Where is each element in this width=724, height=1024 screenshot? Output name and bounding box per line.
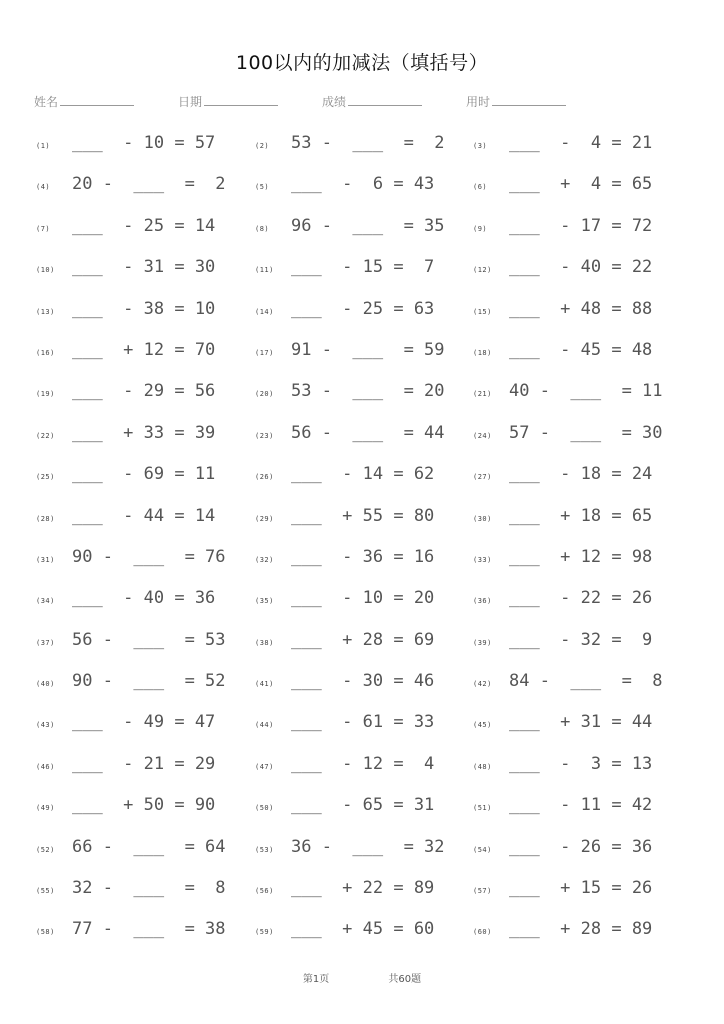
problem-item[interactable] <box>255 746 473 787</box>
score-field[interactable] <box>322 93 422 110</box>
problem-number: (44) <box>255 721 274 730</box>
time-field[interactable] <box>466 93 566 110</box>
problem-equation: ___ - 6 = 43 <box>291 174 435 195</box>
problem-item[interactable] <box>255 415 473 456</box>
problem-item[interactable] <box>255 663 473 704</box>
problem-number: (59) <box>255 928 274 937</box>
problem-number: (22) <box>36 431 55 440</box>
problem-number: (51) <box>473 804 492 813</box>
problem-number: (4) <box>36 183 51 192</box>
problem-equation: ___ + 28 = 89 <box>509 919 653 940</box>
problem-equation: ___ + 28 = 69 <box>291 629 435 650</box>
problem-row <box>36 580 676 621</box>
problem-number: (54) <box>473 845 492 854</box>
problem-number: (2) <box>255 142 270 150</box>
problem-row <box>36 166 676 207</box>
problem-number: (10) <box>36 266 55 275</box>
problem-item[interactable] <box>255 704 473 745</box>
problem-equation: ___ + 15 = 26 <box>509 878 653 899</box>
problem-item[interactable] <box>473 870 691 911</box>
problem-number: (8) <box>255 224 270 233</box>
problem-number: (11) <box>255 266 274 275</box>
problem-number: (43) <box>36 721 55 730</box>
problem-count: 共60题 <box>388 974 422 985</box>
problem-number: (53) <box>255 845 274 854</box>
problem-item[interactable] <box>255 498 473 539</box>
problem-number: (9) <box>473 224 488 233</box>
problem-equation: ___ - 49 = 47 <box>72 712 216 733</box>
problem-number: (26) <box>255 473 274 482</box>
problem-number: (50) <box>255 804 274 813</box>
problem-equation: ___ + 12 = 70 <box>72 339 216 360</box>
time-label: 用时 <box>466 95 491 109</box>
problem-number: (45) <box>473 721 492 730</box>
problem-row <box>36 539 676 580</box>
problem-equation: ___ - 38 = 10 <box>72 298 216 319</box>
problem-row <box>36 911 676 952</box>
problem-item[interactable] <box>36 704 254 745</box>
problem-item[interactable] <box>255 580 473 621</box>
problem-number: (38) <box>255 638 274 647</box>
problem-number: (18) <box>473 348 492 357</box>
problem-number: (42) <box>473 680 492 689</box>
problem-row <box>36 208 676 249</box>
problem-grid <box>36 125 676 953</box>
problem-item[interactable] <box>473 415 691 456</box>
problem-item[interactable] <box>255 829 473 870</box>
date-field[interactable] <box>178 93 278 110</box>
problem-number: (27) <box>473 473 492 482</box>
problem-number: (14) <box>255 307 274 316</box>
problem-number: (20) <box>255 390 274 399</box>
problem-number: (24) <box>473 431 492 440</box>
problem-item[interactable] <box>36 829 254 870</box>
problem-item[interactable] <box>473 580 691 621</box>
problem-equation: ___ - 69 = 11 <box>72 464 216 485</box>
problem-number: (7) <box>36 224 51 233</box>
problem-equation: ___ - 32 = 9 <box>509 629 653 650</box>
date-blank-line <box>204 94 278 106</box>
problem-number: (21) <box>473 390 492 399</box>
problem-number: (55) <box>36 887 55 896</box>
problem-row <box>36 498 676 539</box>
problem-row <box>36 663 676 704</box>
problem-item[interactable] <box>473 787 691 828</box>
problem-item[interactable] <box>255 332 473 373</box>
problem-item[interactable] <box>36 746 254 787</box>
problem-item[interactable] <box>36 415 254 456</box>
problem-item[interactable] <box>255 208 473 249</box>
problem-number: (40) <box>36 680 55 689</box>
problem-equation: ___ - 14 = 62 <box>291 464 435 485</box>
problem-equation: 90 - ___ = 76 <box>72 546 226 567</box>
problem-number: (56) <box>255 887 274 896</box>
problem-row <box>36 291 676 332</box>
problem-number: (37) <box>36 638 55 647</box>
page-footer <box>0 970 724 985</box>
problem-equation: ___ - 15 = 7 <box>291 257 435 278</box>
problem-row <box>36 249 676 290</box>
score-label: 成绩 <box>322 95 347 109</box>
problem-row <box>36 622 676 663</box>
problem-number: (30) <box>473 514 492 523</box>
problem-number: (25) <box>36 473 55 482</box>
problem-number: (5) <box>255 183 270 192</box>
problem-item[interactable] <box>473 829 691 870</box>
problem-number: (35) <box>255 597 274 606</box>
problem-equation: ___ - 65 = 31 <box>291 795 435 816</box>
problem-row <box>36 373 676 414</box>
problem-equation: ___ - 40 = 22 <box>509 257 653 278</box>
problem-equation: 53 - ___ = 2 <box>291 133 445 153</box>
problem-number: (28) <box>36 514 55 523</box>
problem-number: (36) <box>473 597 492 606</box>
problem-number: (13) <box>36 307 55 316</box>
name-label: 姓名 <box>34 95 59 109</box>
problem-item[interactable] <box>473 125 691 166</box>
problem-equation: ___ - 10 = 57 <box>72 133 216 153</box>
problem-number: (46) <box>36 762 55 771</box>
problem-number: (1) <box>36 142 51 150</box>
problem-equation: 53 - ___ = 20 <box>291 381 445 402</box>
problem-equation: 32 - ___ = 8 <box>72 878 226 899</box>
problem-equation: ___ + 31 = 44 <box>509 712 653 733</box>
problem-number: (12) <box>473 266 492 275</box>
problem-row <box>36 870 676 911</box>
problem-equation: ___ - 17 = 72 <box>509 215 653 236</box>
problem-number: (33) <box>473 555 492 564</box>
problem-equation: ___ + 4 = 65 <box>509 174 653 195</box>
problem-row <box>36 456 676 497</box>
student-info-header <box>34 93 694 113</box>
problem-item[interactable] <box>473 291 691 332</box>
problem-equation: 40 - ___ = 11 <box>509 381 663 402</box>
problem-equation: ___ - 12 = 4 <box>291 753 435 774</box>
problem-equation: ___ - 40 = 36 <box>72 588 216 609</box>
problem-number: (3) <box>473 142 488 150</box>
problem-row <box>36 332 676 373</box>
problem-equation: 66 - ___ = 64 <box>72 836 226 857</box>
problem-item[interactable] <box>255 456 473 497</box>
problem-equation: ___ - 61 = 33 <box>291 712 435 733</box>
problem-item[interactable] <box>255 870 473 911</box>
problem-item[interactable] <box>473 911 691 952</box>
problem-item[interactable] <box>255 373 473 414</box>
problem-number: (15) <box>473 307 492 316</box>
problem-row <box>36 415 676 456</box>
problem-equation: ___ + 55 = 80 <box>291 505 435 526</box>
problem-equation: 96 - ___ = 35 <box>291 215 445 236</box>
problem-item[interactable] <box>255 125 473 166</box>
problem-number: (6) <box>473 183 488 192</box>
problem-equation: ___ + 50 = 90 <box>72 795 216 816</box>
problem-item[interactable] <box>36 663 254 704</box>
problem-number: (52) <box>36 845 55 854</box>
problem-item[interactable] <box>255 622 473 663</box>
problem-number: (34) <box>36 597 55 606</box>
problem-row <box>36 787 676 828</box>
problem-item[interactable] <box>36 373 254 414</box>
problem-equation: ___ - 11 = 42 <box>509 795 653 816</box>
problem-item[interactable] <box>36 787 254 828</box>
problem-equation: ___ + 48 = 88 <box>509 298 653 319</box>
problem-number: (48) <box>473 762 492 771</box>
problem-item[interactable] <box>473 704 691 745</box>
problem-item[interactable] <box>36 870 254 911</box>
problem-equation: ___ - 45 = 48 <box>509 339 653 360</box>
problem-item[interactable] <box>36 332 254 373</box>
problem-equation: ___ + 33 = 39 <box>72 422 216 443</box>
problem-number: (57) <box>473 887 492 896</box>
problem-item[interactable] <box>36 539 254 580</box>
problem-item[interactable] <box>473 208 691 249</box>
problem-number: (58) <box>36 928 55 937</box>
problem-number: (19) <box>36 390 55 399</box>
problem-number: (23) <box>255 431 274 440</box>
problem-equation: ___ - 21 = 29 <box>72 753 216 774</box>
problem-number: (47) <box>255 762 274 771</box>
problem-item[interactable] <box>473 622 691 663</box>
problem-item[interactable] <box>255 166 473 207</box>
problem-equation: ___ - 29 = 56 <box>72 381 216 402</box>
problem-equation: ___ - 30 = 46 <box>291 671 435 692</box>
problem-equation: 91 - ___ = 59 <box>291 339 445 360</box>
problem-item[interactable] <box>255 291 473 332</box>
problem-item[interactable] <box>473 249 691 290</box>
problem-row <box>36 125 676 166</box>
problem-equation: 56 - ___ = 53 <box>72 629 226 650</box>
problem-item[interactable] <box>473 456 691 497</box>
problem-item[interactable] <box>473 373 691 414</box>
problem-equation: ___ - 25 = 63 <box>291 298 435 319</box>
problem-equation: ___ - 10 = 20 <box>291 588 435 609</box>
problem-item[interactable] <box>255 249 473 290</box>
time-blank-line <box>492 94 566 106</box>
problem-equation: ___ - 36 = 16 <box>291 546 435 567</box>
problem-equation: ___ + 18 = 65 <box>509 505 653 526</box>
problem-item[interactable] <box>473 498 691 539</box>
problem-item[interactable] <box>36 622 254 663</box>
problem-item[interactable] <box>36 166 254 207</box>
problem-number: (17) <box>255 348 274 357</box>
problem-number: (41) <box>255 680 274 689</box>
problem-number: (32) <box>255 555 274 564</box>
problem-item[interactable] <box>36 291 254 332</box>
problem-equation: ___ - 25 = 14 <box>72 215 216 236</box>
problem-number: (39) <box>473 638 492 647</box>
problem-item[interactable] <box>473 663 691 704</box>
problem-equation: ___ - 44 = 14 <box>72 505 216 526</box>
problem-number: (31) <box>36 555 55 564</box>
problem-item[interactable] <box>36 456 254 497</box>
problem-equation: 90 - ___ = 52 <box>72 671 226 692</box>
problem-equation: ___ - 26 = 36 <box>509 836 653 857</box>
problem-item[interactable] <box>36 249 254 290</box>
problem-row <box>36 829 676 870</box>
problem-item[interactable] <box>255 787 473 828</box>
problem-item[interactable] <box>473 746 691 787</box>
problem-number: (60) <box>473 928 492 937</box>
problem-item[interactable] <box>473 332 691 373</box>
problem-number: (49) <box>36 804 55 813</box>
problem-equation: ___ - 31 = 30 <box>72 257 216 278</box>
problem-equation: 20 - ___ = 2 <box>72 174 226 195</box>
problem-item[interactable] <box>36 911 254 952</box>
problem-equation: ___ + 22 = 89 <box>291 878 435 899</box>
problem-item[interactable] <box>255 911 473 952</box>
problem-item[interactable] <box>255 539 473 580</box>
problem-equation: ___ - 3 = 13 <box>509 753 653 774</box>
page-title: 100以内的加减法（填括号） <box>235 52 489 74</box>
problem-equation: 84 - ___ = 8 <box>509 671 663 692</box>
name-blank-line <box>60 94 134 106</box>
problem-equation: 77 - ___ = 38 <box>72 919 226 940</box>
problem-equation: ___ + 45 = 60 <box>291 919 435 940</box>
problem-row <box>36 704 676 745</box>
problem-row <box>36 746 676 787</box>
name-field[interactable] <box>34 93 134 110</box>
problem-equation: ___ - 18 = 24 <box>509 464 653 485</box>
problem-item[interactable] <box>473 539 691 580</box>
problem-item[interactable] <box>36 208 254 249</box>
problem-item[interactable] <box>473 166 691 207</box>
problem-number: (29) <box>255 514 274 523</box>
problem-equation: ___ + 12 = 98 <box>509 546 653 567</box>
problem-item[interactable] <box>36 498 254 539</box>
date-label: 日期 <box>178 95 203 109</box>
problem-item[interactable] <box>36 580 254 621</box>
problem-equation: ___ - 22 = 26 <box>509 588 653 609</box>
problem-equation: 57 - ___ = 30 <box>509 422 663 443</box>
page-number: 第1页 <box>302 974 330 985</box>
score-blank-line <box>348 94 422 106</box>
problem-equation: 56 - ___ = 44 <box>291 422 445 443</box>
problem-equation: ___ - 4 = 21 <box>509 133 653 153</box>
problem-number: (16) <box>36 348 55 357</box>
problem-equation: 36 - ___ = 32 <box>291 836 445 857</box>
problem-item[interactable] <box>36 125 254 166</box>
